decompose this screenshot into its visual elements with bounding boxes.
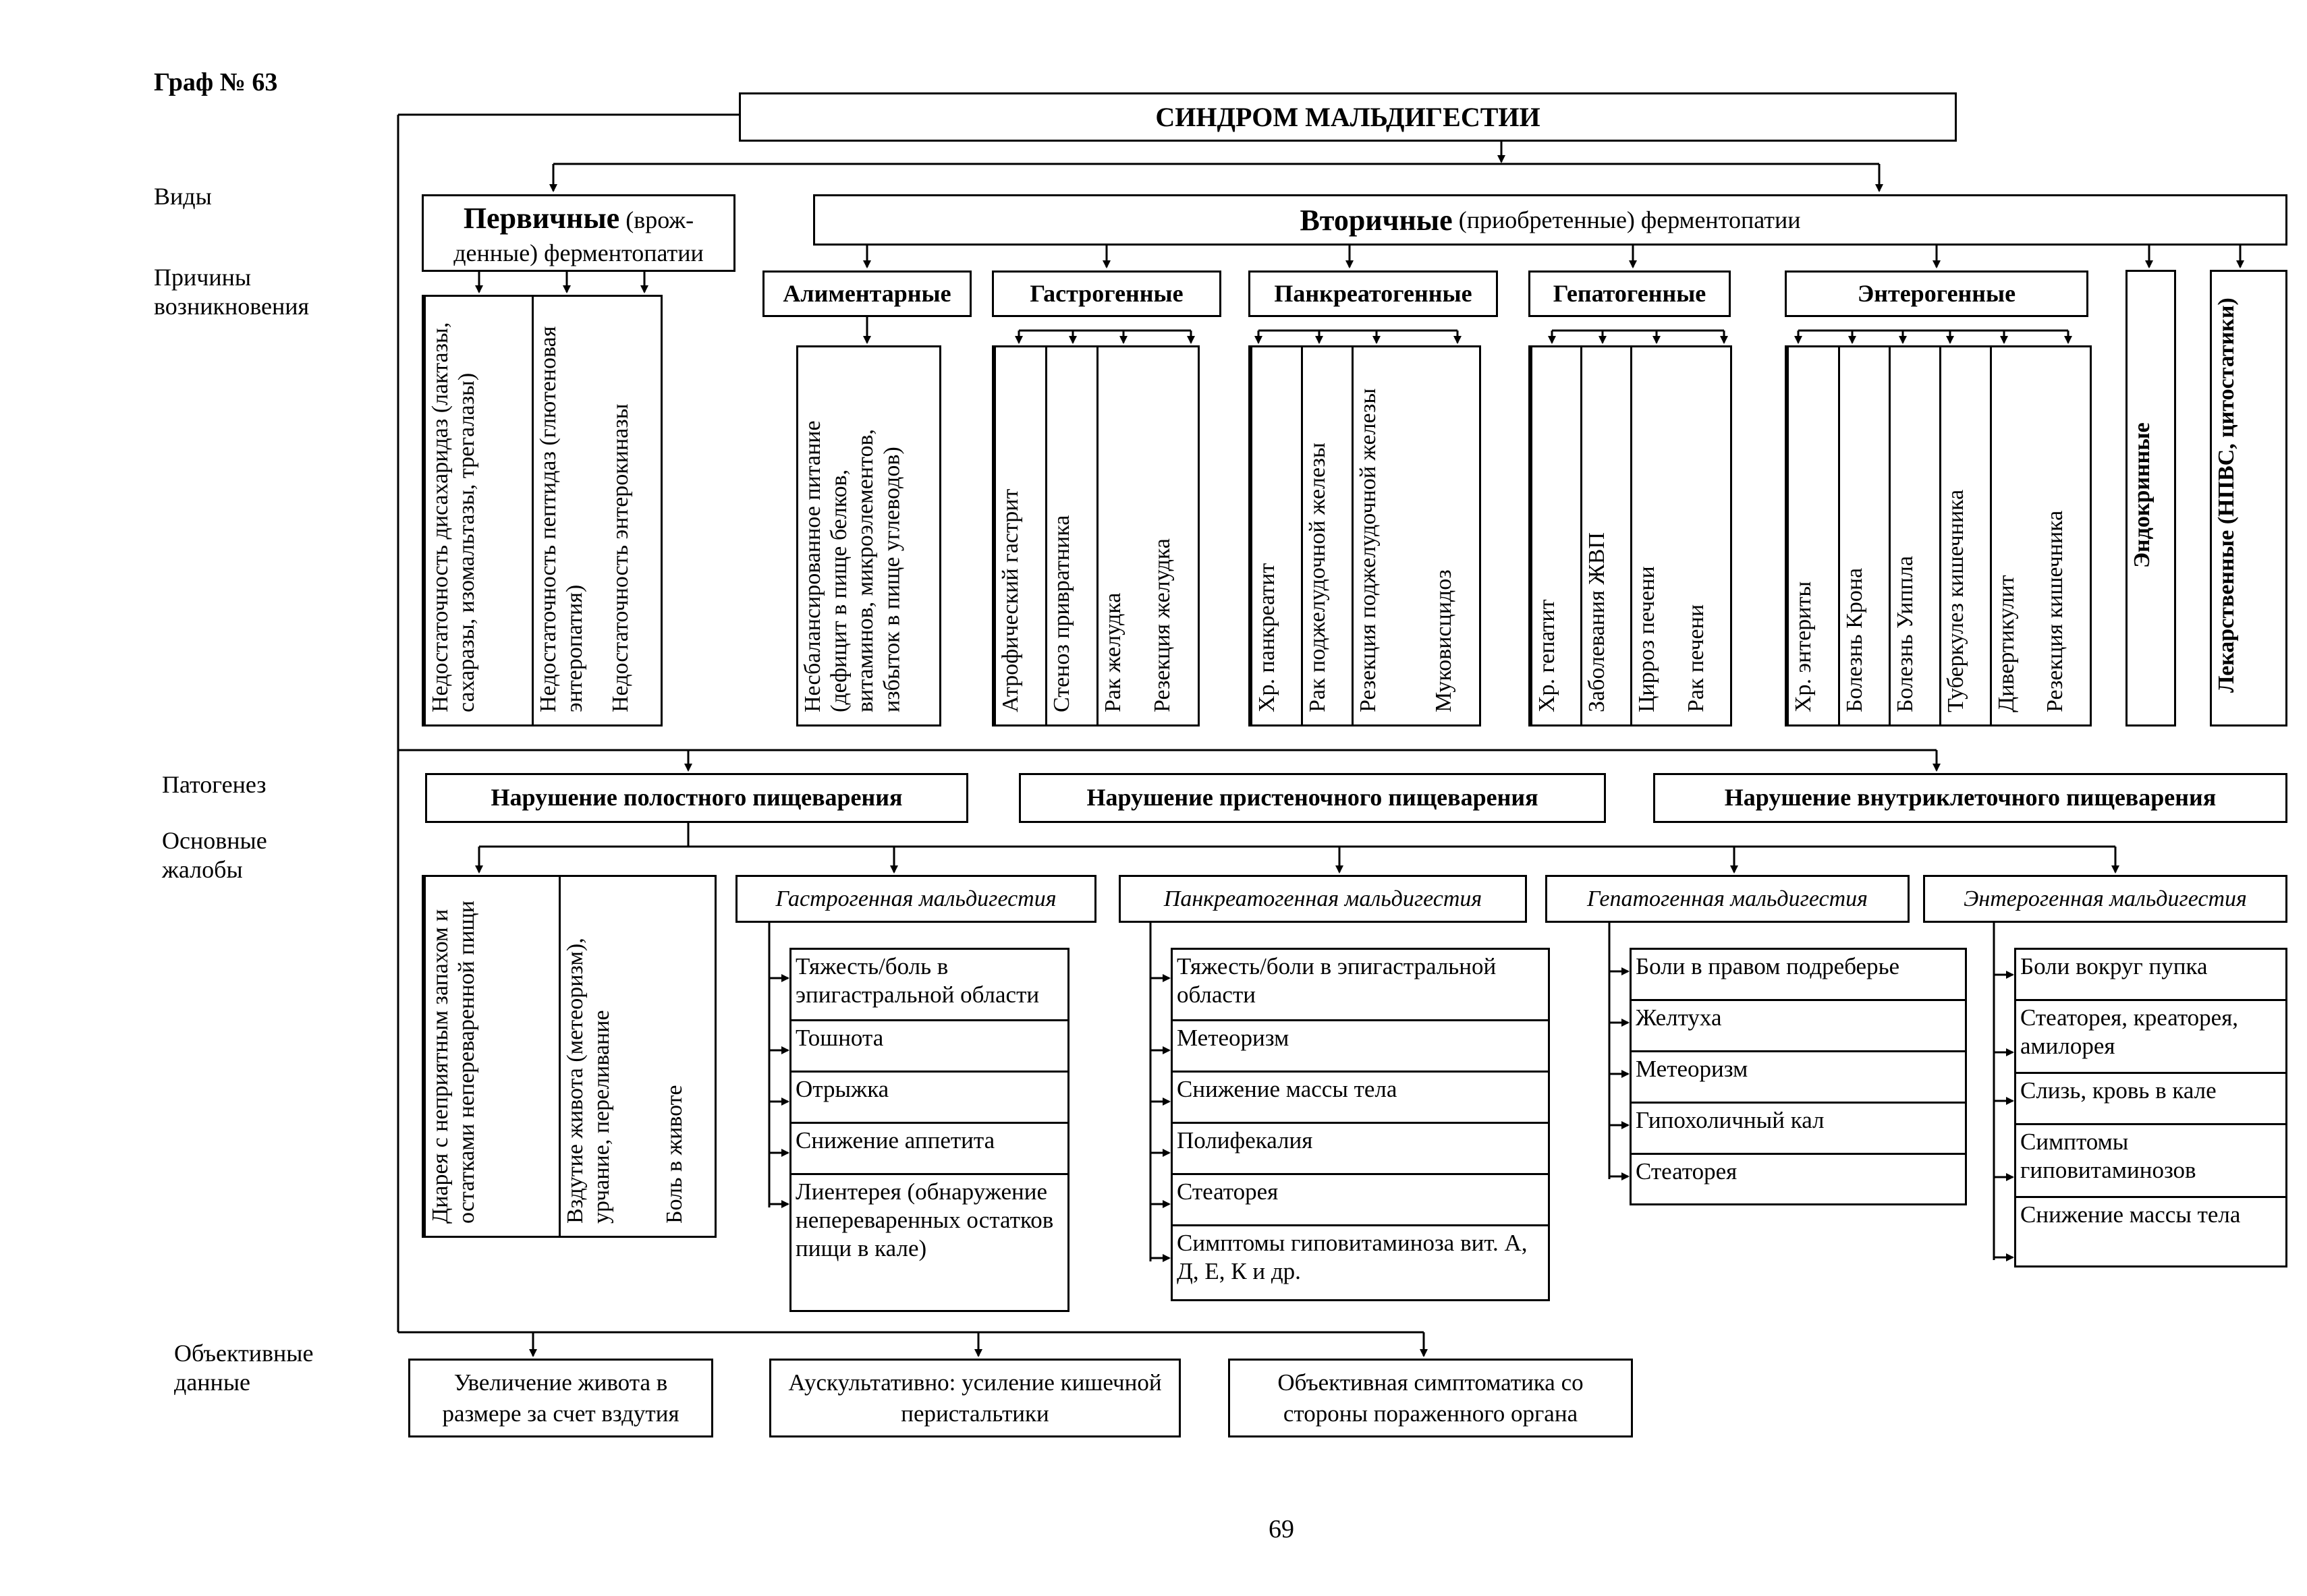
cause-drug: Лекарственные (НПВС, цитостатики) [2214,297,2239,693]
group-pancreatogenic: Панкреатогенные [1248,270,1498,317]
cause-alimentary-1: Несбалансированное питание (дефицит в пище белков, витаминов, микроэлементов, избыток в пище углеводов) [800,420,905,712]
cause-pancreato-1: Хр. панкреатит [1250,347,1301,724]
pancreato-symptoms [1171,948,1550,1301]
complaint-pain: Боль в животе [662,1085,687,1224]
cause-gastro-4: Резекция желудка [1150,538,1175,712]
maldigestion-gastrogenic: Гастрогенная мальдигестия [735,875,1096,923]
group-gastrogenic: Гастрогенные [992,270,1221,317]
entero-symptoms [2014,948,2287,1267]
cause-entero-5: Дивертикулит [1990,347,2040,724]
group-alimentary: Алиментарные [762,270,972,317]
complaint-diarrhea: Диарея с неприятным запахом и остатками непереваренной пищи [424,877,559,1236]
entero-symptom-5: Снижение массы тела [2020,1201,2241,1228]
cause-entero-1: Хр. энтериты [1787,347,1838,724]
primary-box [422,194,735,272]
cause-hepato-2: Заболевания ЖВП [1580,347,1630,724]
gastro-symptom-2: Тошнота [791,1021,1067,1073]
cause-hepato-1: Хр. гепатит [1530,347,1580,724]
label-objective: Объективные данные [174,1340,314,1396]
entero-symptom-4: Симптомы гиповитаминозов [2016,1125,2285,1198]
hepato-symptom-2: Желтуха [1632,1001,1965,1052]
primary-title: Первичные [463,202,620,235]
causes-gastrogenic [992,345,1200,726]
group-hepatogenic: Гепатогенные [1528,270,1731,317]
cause-entero-6: Резекция кишечника [2042,510,2067,712]
cause-entero-3: Болезнь Уиппла [1889,347,1939,724]
general-complaints [422,875,717,1238]
entero-symptom-3: Слизь, кровь в кале [2016,1074,2285,1125]
cause-primary-1: Недостаточность дисахаридаз (лактазы, сахаразы, изомальтазы, трегалазы) [424,297,532,724]
maldigestion-hepatogenic: Гепатогенная мальдигестия [1545,875,1910,923]
secondary-title: Вторичные [1300,203,1453,237]
causes-hepatogenic [1528,345,1732,726]
pancreato-symptom-1: Тяжесть/боли в эпигастральной области [1173,950,1548,1021]
hepato-symptom-4: Гипохоличный кал [1632,1104,1965,1155]
graph-label: Граф № 63 [154,68,278,96]
objective-auscultation: Аускультативно: усиление кишечной перистальтики [769,1359,1181,1437]
hepato-symptom-5: Стеаторея [1636,1158,1738,1185]
causes-enterogenic [1785,345,2092,726]
objective-abdomen: Увеличение живота в размере за счет вздутия [408,1359,713,1437]
objective-organ: Объективная симптоматика со стороны пораженного органа [1228,1359,1633,1437]
cause-pancreato-3: Резекция поджелудочной железы [1352,347,1429,724]
cause-gastro-3: Рак желудка [1096,347,1148,724]
pathogenesis-intracellular: Нарушение внутриклеточного пищеварения [1653,773,2287,823]
secondary-title-rest: (приобретенные) ферментопатии [1458,206,1801,233]
cause-gastro-2: Стеноз привратника [1045,347,1096,724]
hepato-symptom-3: Метеоризм [1632,1052,1965,1104]
label-causes: Причины возникновения [154,264,310,320]
pancreato-symptom-2: Метеоризм [1173,1021,1548,1073]
gastro-symptom-5: Лиентерея (обнаружение непереваренных остатков пищи в кале) [796,1178,1054,1261]
pancreato-symptom-6: Симптомы гиповитаминоза вит. А, Д, Е, К и др. [1177,1230,1528,1284]
primary-causes [422,295,663,726]
gastro-symptom-1: Тяжесть/боль в эпигастральной области [791,950,1067,1021]
causes-pancreatogenic [1248,345,1481,726]
root-box: СИНДРОМ МАЛЬДИГЕСТИИ [739,92,1957,142]
primary-title-rest2: денные) ферментопатии [453,239,704,267]
cause-primary-3: Недостаточность энтерокиназы [608,403,633,712]
pathogenesis-cavitary: Нарушение полостного пищеварения [425,773,968,823]
secondary-box [813,194,2287,246]
pancreato-symptom-4: Полифекалия [1173,1124,1548,1175]
complaint-bloating: Вздутие живота (метеоризм), урчание, переливание [559,877,660,1236]
cause-entero-4: Туберкулез кишечника [1939,347,1990,724]
pancreato-symptom-3: Снижение массы тела [1173,1073,1548,1124]
causes-endocrine [2125,270,2176,726]
causes-drug [2210,270,2287,726]
label-pathogenesis: Патогенез [162,771,267,798]
pathogenesis-parietal: Нарушение пристеночного пищеварения [1019,773,1606,823]
maldigestion-pancreatogenic: Панкреатогенная мальдигестия [1119,875,1527,923]
label-types: Виды [154,183,212,210]
primary-title-rest1: (врож- [619,206,694,233]
group-enterogenic: Энтерогенные [1785,270,2088,317]
maldigestion-enterogenic: Энтерогенная мальдигестия [1923,875,2287,923]
cause-gastro-1: Атрофический гастрит [994,347,1045,724]
cause-pancreato-2: Рак поджелудочной железы [1301,347,1352,724]
page-number: 69 [1269,1515,1294,1543]
cause-endocrine: Эндокринные [2130,422,2155,569]
label-complaints: Основные жалобы [162,827,267,884]
causes-alimentary [796,345,941,726]
hepato-symptoms [1630,948,1967,1205]
cause-hepato-3: Цирроз печени [1630,347,1681,724]
cause-hepato-4: Рак печени [1684,604,1708,712]
cause-primary-2: Недостаточность пептидаз (глютеновая энтеропатия) [532,297,606,724]
gastro-symptoms [789,948,1069,1312]
pancreato-symptom-5: Стеаторея [1173,1175,1548,1226]
gastro-symptom-4: Снижение аппетита [791,1124,1067,1175]
cause-pancreato-4: Муковисцидоз [1431,569,1456,712]
gastro-symptom-3: Отрыжка [791,1073,1067,1124]
entero-symptom-2: Стеаторея, креаторея, амилорея [2016,1001,2285,1074]
entero-symptom-1: Боли вокруг пупка [2016,950,2285,1001]
hepato-symptom-1: Боли в правом подреберье [1632,950,1965,1001]
cause-entero-2: Болезнь Крона [1838,347,1889,724]
